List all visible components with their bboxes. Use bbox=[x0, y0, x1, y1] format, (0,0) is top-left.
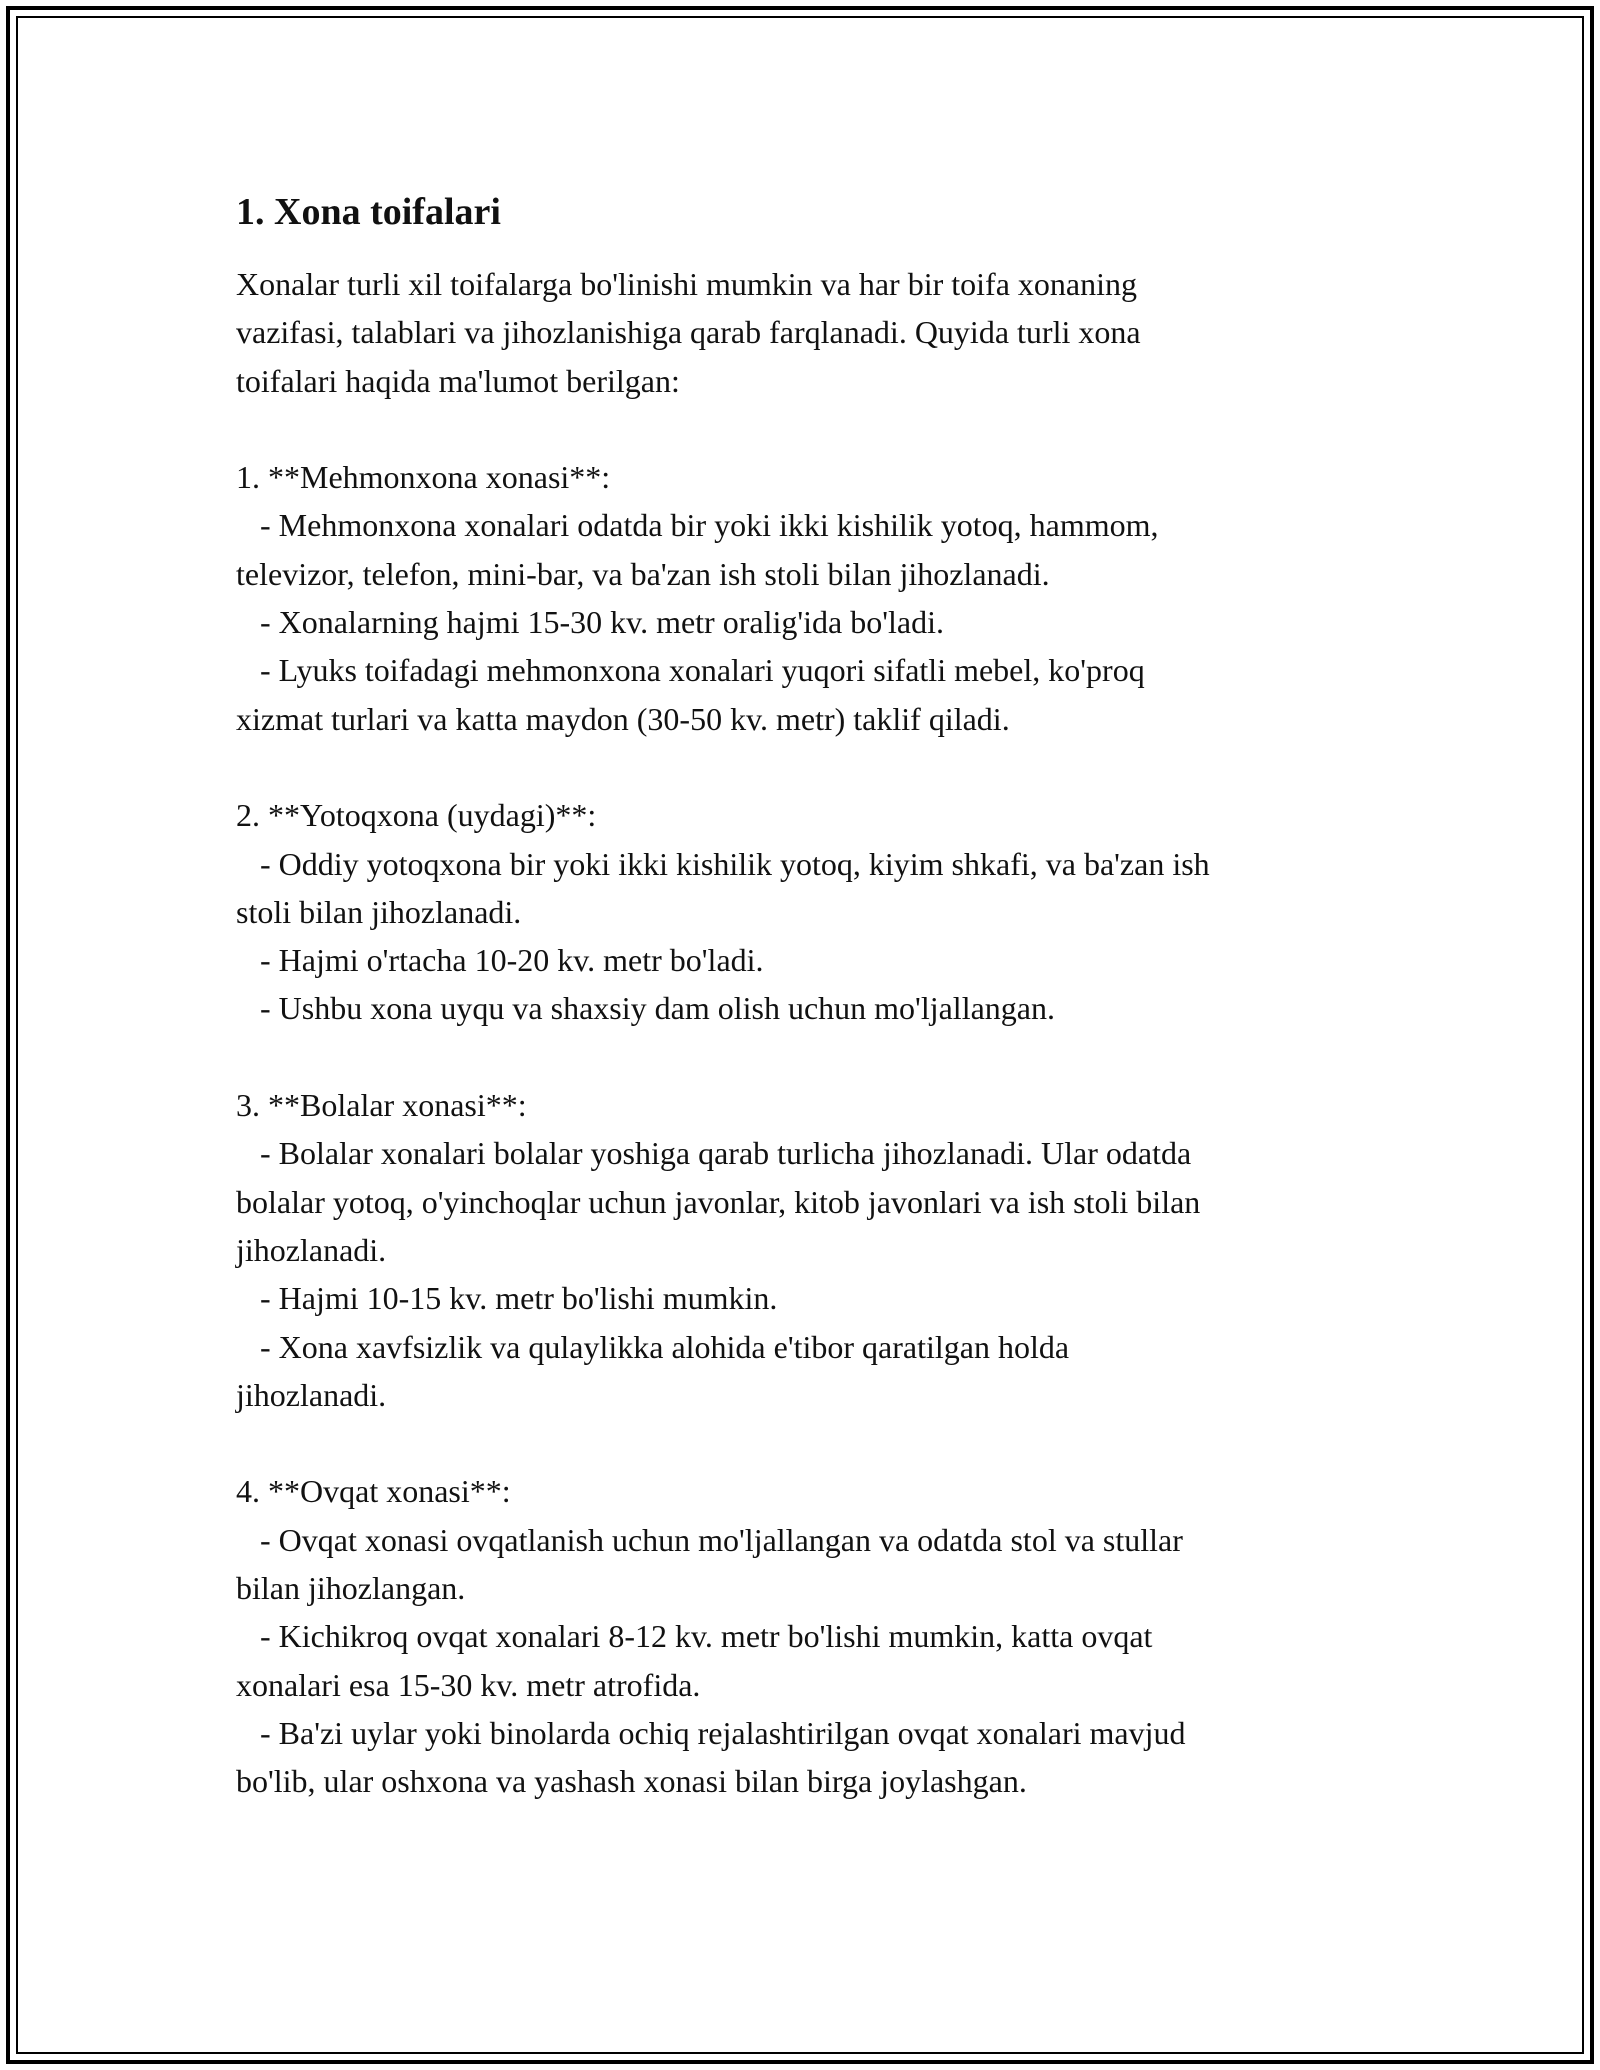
intro-line: toifalari haqida ma'lumot berilgan: bbox=[236, 362, 680, 399]
section-heading: 1. Xona toifalari bbox=[236, 191, 501, 233]
blank-line bbox=[236, 1033, 1366, 1081]
blank-line bbox=[236, 405, 1366, 453]
category-line: jihozlanadi. bbox=[236, 1231, 387, 1268]
category-line: - Bolalar xonalari bolalar yoshiga qarab turlicha jihozlanadi. Ular odatda bbox=[236, 1135, 1192, 1172]
category-line: bilan jihozlangan. bbox=[236, 1570, 466, 1607]
category-line: - Mehmonxona xonalari odatda bir yoki ikki kishilik yotoq, hammom, bbox=[236, 507, 1159, 544]
category-line: - Ushbu xona uyqu va shaxsiy dam olish uchun mo'ljallangan. bbox=[236, 990, 1055, 1027]
category-hotel-room bbox=[236, 453, 1366, 743]
category-line: - Xonalarning hajmi 15-30 kv. metr oralig'ida bo'ladi. bbox=[236, 604, 944, 641]
category-line: - Hajmi 10-15 kv. metr bo'lishi mumkin. bbox=[236, 1280, 778, 1317]
category-line: jihozlanadi. bbox=[236, 1376, 387, 1413]
category-line: - Hajmi o'rtacha 10-20 kv. metr bo'ladi. bbox=[236, 942, 764, 979]
category-line: xonalari esa 15-30 kv. metr atrofida. bbox=[236, 1666, 701, 1703]
intro-paragraph bbox=[236, 260, 1366, 405]
category-line: xizmat turlari va katta maydon (30-50 kv. metr) taklif qiladi. bbox=[236, 700, 1010, 737]
category-title: 4. **Ovqat xonasi**: bbox=[236, 1473, 511, 1510]
category-line: bo'lib, ular oshxona va yashash xonasi bilan birga joylashgan. bbox=[236, 1763, 1027, 1800]
intro-line: vazifasi, talablari va jihozlanishiga qarab farqlanadi. Quyida turli xona bbox=[236, 314, 1141, 351]
category-kids-room bbox=[236, 1081, 1366, 1419]
category-bedroom bbox=[236, 791, 1366, 1032]
category-title: 3. **Bolalar xonasi**: bbox=[236, 1087, 527, 1124]
category-title: 1. **Mehmonxona xonasi**: bbox=[236, 459, 611, 496]
category-line: - Ovqat xonasi ovqatlanish uchun mo'ljallangan va odatda stol va stullar bbox=[236, 1521, 1183, 1558]
blank-line bbox=[236, 743, 1366, 791]
category-line: - Ba'zi uylar yoki binolarda ochiq rejalashtirilgan ovqat xonalari mavjud bbox=[236, 1714, 1186, 1751]
category-line: - Xona xavfsizlik va qulaylikka alohida e'tibor qaratilgan holda bbox=[236, 1328, 1070, 1365]
category-dining-room bbox=[236, 1467, 1366, 1805]
document-body bbox=[236, 186, 1366, 1806]
category-line: - Lyuks toifadagi mehmonxona xonalari yuqori sifatli mebel, ko'proq bbox=[236, 652, 1145, 689]
category-line: bolalar yotoq, o'yinchoqlar uchun javonlar, kitob javonlari va ish stoli bilan bbox=[236, 1183, 1201, 1220]
category-line: - Kichikroq ovqat xonalari 8-12 kv. metr bo'lishi mumkin, katta ovqat bbox=[236, 1618, 1153, 1655]
category-line: televizor, telefon, mini-bar, va ba'zan ish stoli bilan jihozlanadi. bbox=[236, 555, 1050, 592]
category-title: 2. **Yotoqxona (uydagi)**: bbox=[236, 797, 597, 834]
blank-line bbox=[236, 1419, 1366, 1467]
category-line: - Oddiy yotoqxona bir yoki ikki kishilik yotoq, kiyim shkafi, va ba'zan ish bbox=[236, 845, 1210, 882]
intro-line: Xonalar turli xil toifalarga bo'linishi mumkin va har bir toifa xonaning bbox=[236, 266, 1137, 302]
category-line: stoli bilan jihozlanadi. bbox=[236, 893, 522, 930]
